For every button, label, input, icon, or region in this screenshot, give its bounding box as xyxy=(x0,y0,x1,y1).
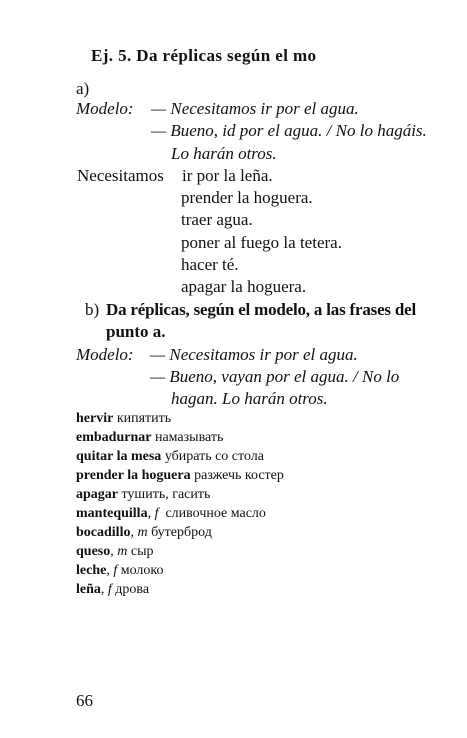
vocab-entry xyxy=(76,412,171,426)
vocab-translation: кипятить xyxy=(116,411,172,426)
vocab-word: prender la hoguera xyxy=(76,468,191,483)
vocab-gender: f xyxy=(107,582,112,597)
vocab-word: embadurnar xyxy=(76,430,152,445)
vocab-entry: leche, f молоко xyxy=(76,563,164,578)
vocab-translation: дрова xyxy=(115,582,150,597)
vocab-word: hervir xyxy=(76,411,114,426)
vocab-translation: сыр xyxy=(130,544,154,559)
part-b-model-line-1: — Necesitamos ir por el agua. xyxy=(150,345,358,364)
part-a-model-line-3: Lo harán otros. xyxy=(171,144,277,163)
part-b-instruction-line-2: punto a. xyxy=(106,322,166,341)
part-a-item: poner al fuego la tetera. xyxy=(181,233,342,252)
part-a-label: a) xyxy=(76,79,90,98)
vocab-entry xyxy=(76,450,264,464)
vocab-word: leña xyxy=(76,582,101,597)
vocab-gender: m xyxy=(117,544,128,559)
vocab-word: mantequilla xyxy=(76,506,148,521)
part-a-item: ir por la leña. xyxy=(182,166,273,185)
vocab-gender: f xyxy=(154,506,159,521)
part-a-model-line-2: — Bueno, id por el agua. / No lo hagáis. xyxy=(151,121,427,140)
part-a-model-label: Modelo: xyxy=(76,99,134,118)
vocab-translation: убирать со стола xyxy=(164,449,264,464)
part-b-model-label: Modelo: xyxy=(76,345,134,364)
part-a-item: prender la hoguera. xyxy=(181,188,313,207)
part-a-item: traer agua. xyxy=(181,210,253,229)
vocab-entry: queso, m сыр xyxy=(76,544,154,559)
vocab-gender: m xyxy=(137,525,148,540)
vocab-translation: сливочное масло xyxy=(165,506,266,521)
vocab-translation: бутерброд xyxy=(151,525,212,540)
part-b-label: b) xyxy=(85,300,100,319)
part-a-model-line-1: — Necesitamos ir por el agua. xyxy=(151,99,359,118)
part-b-model-line-3: hagan. Lo harán otros. xyxy=(171,389,328,408)
vocab-entry xyxy=(76,431,223,445)
part-b-model-line-2: — Bueno, vayan por el agua. / No lo xyxy=(150,367,400,386)
vocab-entry: mantequilla, f сливочное масло xyxy=(76,506,266,521)
vocab-word: apagar xyxy=(76,487,118,502)
vocab-entry: bocadillo, m бутерброд xyxy=(76,525,212,540)
vocab-entry xyxy=(76,469,284,483)
page-number: 66 xyxy=(76,691,93,710)
vocab-translation: молоко xyxy=(120,563,164,578)
part-a-item: hacer té. xyxy=(181,255,239,274)
vocab-translation: разжечь костер xyxy=(194,468,284,483)
vocab-translation: тушить, гасить xyxy=(121,487,211,502)
vocab-entry xyxy=(76,488,210,502)
vocab-translation: намазывать xyxy=(154,430,224,445)
vocab-word: bocadillo xyxy=(76,525,131,540)
part-a-stem: Necesitamos xyxy=(77,166,164,185)
vocab-word: quitar la mesa xyxy=(76,449,162,464)
exercise-title: Ej. 5. Da réplicas según el mo xyxy=(91,46,317,65)
part-a-item: apagar la hoguera. xyxy=(181,277,307,296)
vocab-gender: f xyxy=(113,563,118,578)
vocab-entry: leña, f дрова xyxy=(76,582,150,597)
vocab-word: queso xyxy=(76,544,111,559)
vocab-word: leche xyxy=(76,563,107,578)
part-b-instruction-line-1: Da réplicas, según el modelo, a las frases del xyxy=(106,300,416,319)
